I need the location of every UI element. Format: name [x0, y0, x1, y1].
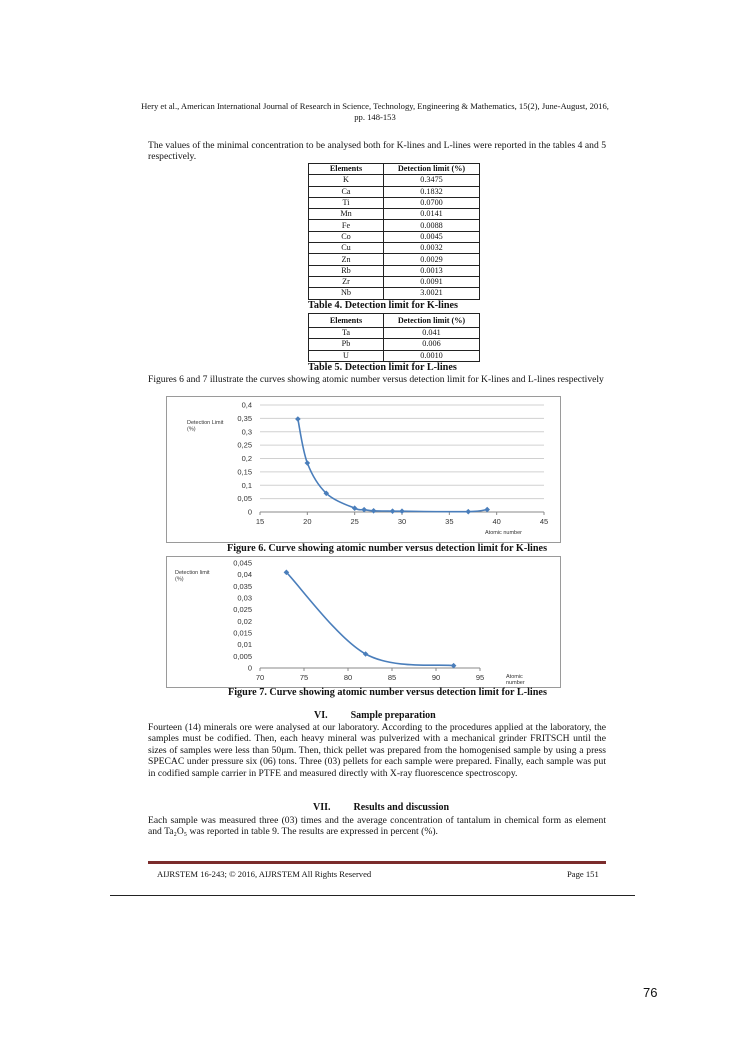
table-4-value-cell: 0.0088 [384, 220, 480, 231]
y-tick-label: 0,15 [237, 467, 252, 477]
x-tick-label: 30 [397, 517, 407, 526]
y-tick-label: 0,05 [237, 494, 252, 504]
table-5-element-cell: Ta [309, 328, 384, 339]
y-tick-label: 0,04 [237, 570, 252, 580]
y-tick-label: 0,005 [233, 651, 252, 661]
x-tick-label: 85 [387, 673, 397, 682]
table-5-row [309, 339, 480, 350]
section-6-body: Fourteen (14) minerals ore were analysed at our laboratory. According to the procedures applied at the laboratory, the samples must be codified. Then, each heavy mineral was pulverized with a mechanical grinder FRITSCH until the sizes of samples were less than 50μm. Then, thick pellet was prepared from the homogenised sample by using a press SPECAC under pressure six (06) tons. Three (03) pellets for each sample were prepared. Finally, each sample was put in codified sample carrier in PTFE and measured directly with X-ray fluorescence spectroscopy. [148, 722, 606, 779]
table-4-row [309, 175, 480, 186]
series-line [298, 419, 487, 512]
table-4-element-cell: Ca [309, 186, 384, 197]
intro-paragraph: The values of the minimal concentration to be analysed both for K-lines and L-lines were reported in the tables 4 and 5 respectively. [148, 140, 606, 163]
table-5-header-detection-limit: Detection limit (%) [384, 314, 480, 328]
y-tick-label: 0 [247, 663, 252, 673]
section-6-title: Sample preparation [350, 710, 436, 721]
table-4-element-cell: Co [309, 231, 384, 242]
table-4-element-cell: Ti [309, 197, 384, 208]
data-point [465, 509, 471, 515]
table-4-row [309, 186, 480, 197]
section-7-number: VII. [313, 802, 331, 813]
x-tick-label: 15 [255, 517, 265, 526]
table-4-value-cell: 0.0032 [384, 243, 480, 254]
section-7-heading [313, 802, 449, 813]
table-4-header-detection-limit: Detection limit (%) [384, 164, 480, 175]
x-tick-label: 45 [539, 517, 549, 526]
table-4-row [309, 276, 480, 287]
y-tick-label: 0,1 [241, 480, 252, 490]
x-axis-label: Atomic number [485, 530, 522, 536]
journal-header-pages: pp. 148-153 [354, 111, 396, 122]
journal-header-citation: Hery et al., American International Journal of Research in Science, Technology, Engineering & Mathematics, 15(2), June-August, 2016, [141, 101, 609, 111]
y-tick-label: 0,3 [241, 427, 252, 437]
table-4-element-cell: K [309, 175, 384, 186]
data-point [399, 508, 405, 514]
table-5-row [309, 328, 480, 339]
figure-6-chart [166, 396, 561, 543]
footer-page: Page 151 [567, 869, 599, 879]
table-4 [308, 163, 480, 300]
x-tick-label: 95 [475, 673, 485, 682]
table-5-row [309, 350, 480, 361]
table-4-value-cell: 0.1832 [384, 186, 480, 197]
table-5-body [309, 328, 480, 362]
journal-header [140, 101, 610, 122]
figure-6-caption: Figure 6. Curve showing atomic number versus detection limit for K-lines [227, 543, 548, 554]
page-divider [110, 895, 635, 896]
y-tick-label: 0,03 [237, 593, 252, 603]
page-number: 76 [643, 985, 658, 1000]
y-tick-label: 0,015 [233, 628, 252, 638]
y-axis-label: Detection Limit (%) [187, 420, 224, 433]
y-tick-label: 0,01 [237, 640, 252, 650]
x-tick-label: 75 [299, 673, 309, 682]
table-4-value-cell: 0.3475 [384, 175, 480, 186]
data-point [352, 505, 358, 511]
data-point [305, 460, 311, 466]
y-tick-label: 0,4 [241, 400, 252, 410]
section-7-body: Each sample was measured three (03) times and the average concentration of tantalum in chemical form as element and Ta₂O₅ was reported in table 9. The results are expressed in percent (%). [148, 815, 606, 838]
table-5 [308, 313, 480, 362]
x-tick-label: 25 [350, 517, 359, 526]
x-tick-label: 90 [431, 673, 441, 682]
table-5-value-cell: 0.006 [384, 339, 480, 350]
table-4-value-cell: 0.0700 [384, 197, 480, 208]
table-5-caption: Table 5. Detection limit for L-lines [308, 362, 457, 373]
figure-7-chart [166, 556, 561, 688]
table-4-value-cell: 0.0141 [384, 209, 480, 220]
section-6-number: VI. [314, 710, 328, 721]
figures-paragraph: Figures 6 and 7 illustrate the curves showing atomic number versus detection limit for K-lines and L-lines respectively [148, 374, 604, 385]
y-tick-label: 0,25 [237, 440, 252, 450]
x-tick-label: 70 [255, 673, 265, 682]
table-4-row [309, 243, 480, 254]
section-6-heading [314, 710, 436, 721]
table-4-element-cell: Fe [309, 220, 384, 231]
table-5-value-cell: 0.0010 [384, 350, 480, 361]
table-4-row [309, 209, 480, 220]
y-tick-label: 0 [247, 507, 252, 517]
table-4-element-cell: Mn [309, 209, 384, 220]
data-point [371, 508, 377, 514]
footer-bar [148, 861, 606, 864]
table-4-value-cell: 0.0013 [384, 265, 480, 276]
table-4-caption: Table 4. Detection limit for K-lines [308, 300, 458, 311]
table-4-header-row [309, 164, 480, 175]
figure-6-svg [167, 397, 560, 542]
table-4-value-cell: 3.0021 [384, 288, 480, 299]
table-4-element-cell: Zr [309, 276, 384, 287]
y-tick-label: 0,025 [233, 605, 252, 615]
table-5-element-cell: U [309, 350, 384, 361]
table-4-element-cell: Nb [309, 288, 384, 299]
table-4-row [309, 197, 480, 208]
table-4-value-cell: 0.0045 [384, 231, 480, 242]
y-tick-label: 0,35 [237, 413, 252, 423]
table-4-row [309, 254, 480, 265]
figure-7-caption: Figure 7. Curve showing atomic number versus detection limit for L-lines [228, 687, 547, 698]
table-4-header-elements: Elements [309, 164, 384, 175]
data-point [295, 416, 301, 422]
series-line [286, 572, 453, 665]
x-tick-label: 80 [343, 673, 353, 682]
y-tick-label: 0,045 [233, 558, 252, 568]
table-4-element-cell: Rb [309, 265, 384, 276]
x-tick-label: 20 [303, 517, 312, 526]
y-tick-label: 0,035 [233, 581, 252, 591]
y-tick-label: 0,2 [241, 454, 252, 463]
data-point [390, 508, 396, 514]
x-tick-label: 35 [445, 517, 454, 526]
table-5-header-row [309, 314, 480, 328]
table-4-element-cell: Zn [309, 254, 384, 265]
table-4-row [309, 265, 480, 276]
figure-7-svg [167, 557, 560, 687]
x-axis-label: Atomic number [506, 674, 525, 686]
y-axis-label: Detection limit (%) [175, 570, 210, 583]
table-4-body [309, 175, 480, 299]
section-7-title: Results and discussion [353, 802, 450, 813]
table-5-element-cell: Pb [309, 339, 384, 350]
table-4-value-cell: 0.0029 [384, 254, 480, 265]
table-5-header-elements: Elements [309, 314, 384, 328]
table-4-value-cell: 0.0091 [384, 276, 480, 287]
footer-copyright: AIJRSTEM 16-243; © 2016, AIJRSTEM All Rights Reserved [157, 869, 372, 879]
y-tick-label: 0,02 [237, 616, 252, 626]
table-4-row [309, 231, 480, 242]
table-4-row [309, 288, 480, 299]
table-5-value-cell: 0.041 [384, 328, 480, 339]
table-4-row [309, 220, 480, 231]
x-tick-label: 40 [492, 517, 501, 526]
table-4-element-cell: Cu [309, 243, 384, 254]
